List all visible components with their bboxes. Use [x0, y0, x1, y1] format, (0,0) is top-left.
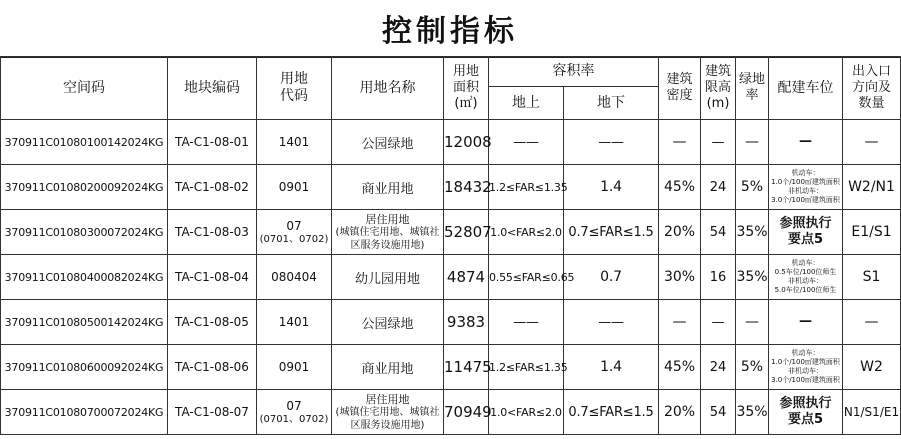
height-cell: 54: [701, 210, 736, 255]
height-cell: 54: [701, 390, 736, 435]
block-code-cell: TA-C1-08-05: [168, 300, 257, 345]
land-code-cell: 080404: [257, 255, 332, 300]
parking-cell: 参照执行 要点5: [769, 390, 843, 435]
land-name-cell: 公园绿地: [332, 120, 444, 165]
height-cell: —: [701, 300, 736, 345]
land-area-cell: 11475: [444, 345, 489, 390]
space-code-cell: 370911C01080700072024KG: [1, 390, 168, 435]
block-code-cell: TA-C1-08-03: [168, 210, 257, 255]
land-area-cell: 52807: [444, 210, 489, 255]
space-code-cell: 370911C01080100142024KG: [1, 120, 168, 165]
land-code-cell: 1401: [257, 300, 332, 345]
density-cell: 45%: [659, 345, 701, 390]
header-far-below: 地下: [564, 87, 659, 120]
land-name-cell: 公园绿地: [332, 300, 444, 345]
land-area-cell: 12008: [444, 120, 489, 165]
density-cell: —: [659, 300, 701, 345]
green-cell: 35%: [736, 210, 769, 255]
exit-cell: W2/N1: [843, 165, 901, 210]
block-code-cell: TA-C1-08-07: [168, 390, 257, 435]
height-cell: —: [701, 120, 736, 165]
green-cell: 35%: [736, 390, 769, 435]
far-below-cell: 0.7≤FAR≤1.5: [564, 390, 659, 435]
header-land-area: 用地面积(㎡): [444, 57, 489, 120]
land-code-cell: 07 (0701、0702): [257, 210, 332, 255]
land-name-cell: 居住用地 (城镇住宅用地、城镇社区服务设施用地): [332, 210, 444, 255]
far-above-cell: 0.55≤FAR≤0.65: [489, 255, 564, 300]
table-row: [1, 300, 901, 345]
green-cell: 5%: [736, 345, 769, 390]
far-above-cell: 1.0<FAR≤2.0: [489, 390, 564, 435]
height-cell: 24: [701, 165, 736, 210]
table-row: [1, 390, 901, 435]
exit-cell: E1/S1: [843, 210, 901, 255]
parking-cell: 机动车： 0.5车位/100位师生 非机动车： 5.0车位/100位师生: [769, 255, 843, 300]
exit-cell: N1/S1/E1: [843, 390, 901, 435]
land-code-cell: 0901: [257, 165, 332, 210]
header-green: 绿地率: [736, 57, 769, 120]
space-code-cell: 370911C01080300072024KG: [1, 210, 168, 255]
parking-cell: 机动车： 1.0个/100㎡建筑面积 非机动车： 3.0个/100㎡建筑面积: [769, 345, 843, 390]
land-code-cell: 1401: [257, 120, 332, 165]
far-above-cell: ——: [489, 120, 564, 165]
table-row: [1, 210, 901, 255]
page-title: 控制指标: [0, 0, 900, 58]
far-below-cell: 1.4: [564, 165, 659, 210]
height-cell: 16: [701, 255, 736, 300]
far-above-cell: 1.0<FAR≤2.0: [489, 210, 564, 255]
exit-cell: —: [843, 120, 901, 165]
far-below-cell: 0.7: [564, 255, 659, 300]
green-cell: —: [736, 120, 769, 165]
density-cell: —: [659, 120, 701, 165]
header-space-code: 空间码: [1, 57, 168, 120]
header-exit: 出入口方向及数量: [843, 57, 901, 120]
green-cell: 5%: [736, 165, 769, 210]
far-above-cell: 1.2≤FAR≤1.35: [489, 345, 564, 390]
header-land-name: 用地名称: [332, 57, 444, 120]
table-row: [1, 165, 901, 210]
table-body: [1, 120, 901, 435]
density-cell: 20%: [659, 390, 701, 435]
land-name-cell: 商业用地: [332, 345, 444, 390]
space-code-cell: 370911C01080500142024KG: [1, 300, 168, 345]
far-below-cell: ——: [564, 120, 659, 165]
space-code-cell: 370911C01080600092024KG: [1, 345, 168, 390]
far-below-cell: ——: [564, 300, 659, 345]
land-area-cell: 70949: [444, 390, 489, 435]
land-area-cell: 9383: [444, 300, 489, 345]
land-area-cell: 4874: [444, 255, 489, 300]
block-code-cell: TA-C1-08-01: [168, 120, 257, 165]
far-below-cell: 0.7≤FAR≤1.5: [564, 210, 659, 255]
parking-cell: 机动车： 1.0个/100㎡建筑面积 非机动车： 3.0个/100㎡建筑面积: [769, 165, 843, 210]
header-far: 容积率: [489, 57, 659, 87]
land-code-cell: 0901: [257, 345, 332, 390]
space-code-cell: 370911C01080200092024KG: [1, 165, 168, 210]
header-density: 建筑密度: [659, 57, 701, 120]
block-code-cell: TA-C1-08-04: [168, 255, 257, 300]
table-row: [1, 345, 901, 390]
green-cell: 35%: [736, 255, 769, 300]
density-cell: 30%: [659, 255, 701, 300]
land-area-cell: 18432: [444, 165, 489, 210]
header-block-code: 地块编码: [168, 57, 257, 120]
header-height: 建筑限高(m): [701, 57, 736, 120]
density-cell: 20%: [659, 210, 701, 255]
parking-cell: 参照执行 要点5: [769, 210, 843, 255]
table-row: [1, 255, 901, 300]
exit-cell: W2: [843, 345, 901, 390]
block-code-cell: TA-C1-08-02: [168, 165, 257, 210]
land-name-cell: 商业用地: [332, 165, 444, 210]
header-land-code: 用地代码: [257, 57, 332, 120]
far-above-cell: 1.2≤FAR≤1.35: [489, 165, 564, 210]
block-code-cell: TA-C1-08-06: [168, 345, 257, 390]
land-name-cell: 幼儿园用地: [332, 255, 444, 300]
control-indicators-table: [0, 56, 901, 435]
land-code-cell: 07 (0701、0702): [257, 390, 332, 435]
height-cell: 24: [701, 345, 736, 390]
table-row: [1, 120, 901, 165]
exit-cell: S1: [843, 255, 901, 300]
green-cell: —: [736, 300, 769, 345]
header-parking: 配建车位: [769, 57, 843, 120]
header-far-above: 地上: [489, 87, 564, 120]
land-name-cell: 居住用地 (城镇住宅用地、城镇社区服务设施用地): [332, 390, 444, 435]
far-below-cell: 1.4: [564, 345, 659, 390]
exit-cell: —: [843, 300, 901, 345]
parking-cell: —: [769, 300, 843, 345]
parking-cell: —: [769, 120, 843, 165]
density-cell: 45%: [659, 165, 701, 210]
space-code-cell: 370911C01080400082024KG: [1, 255, 168, 300]
far-above-cell: ——: [489, 300, 564, 345]
